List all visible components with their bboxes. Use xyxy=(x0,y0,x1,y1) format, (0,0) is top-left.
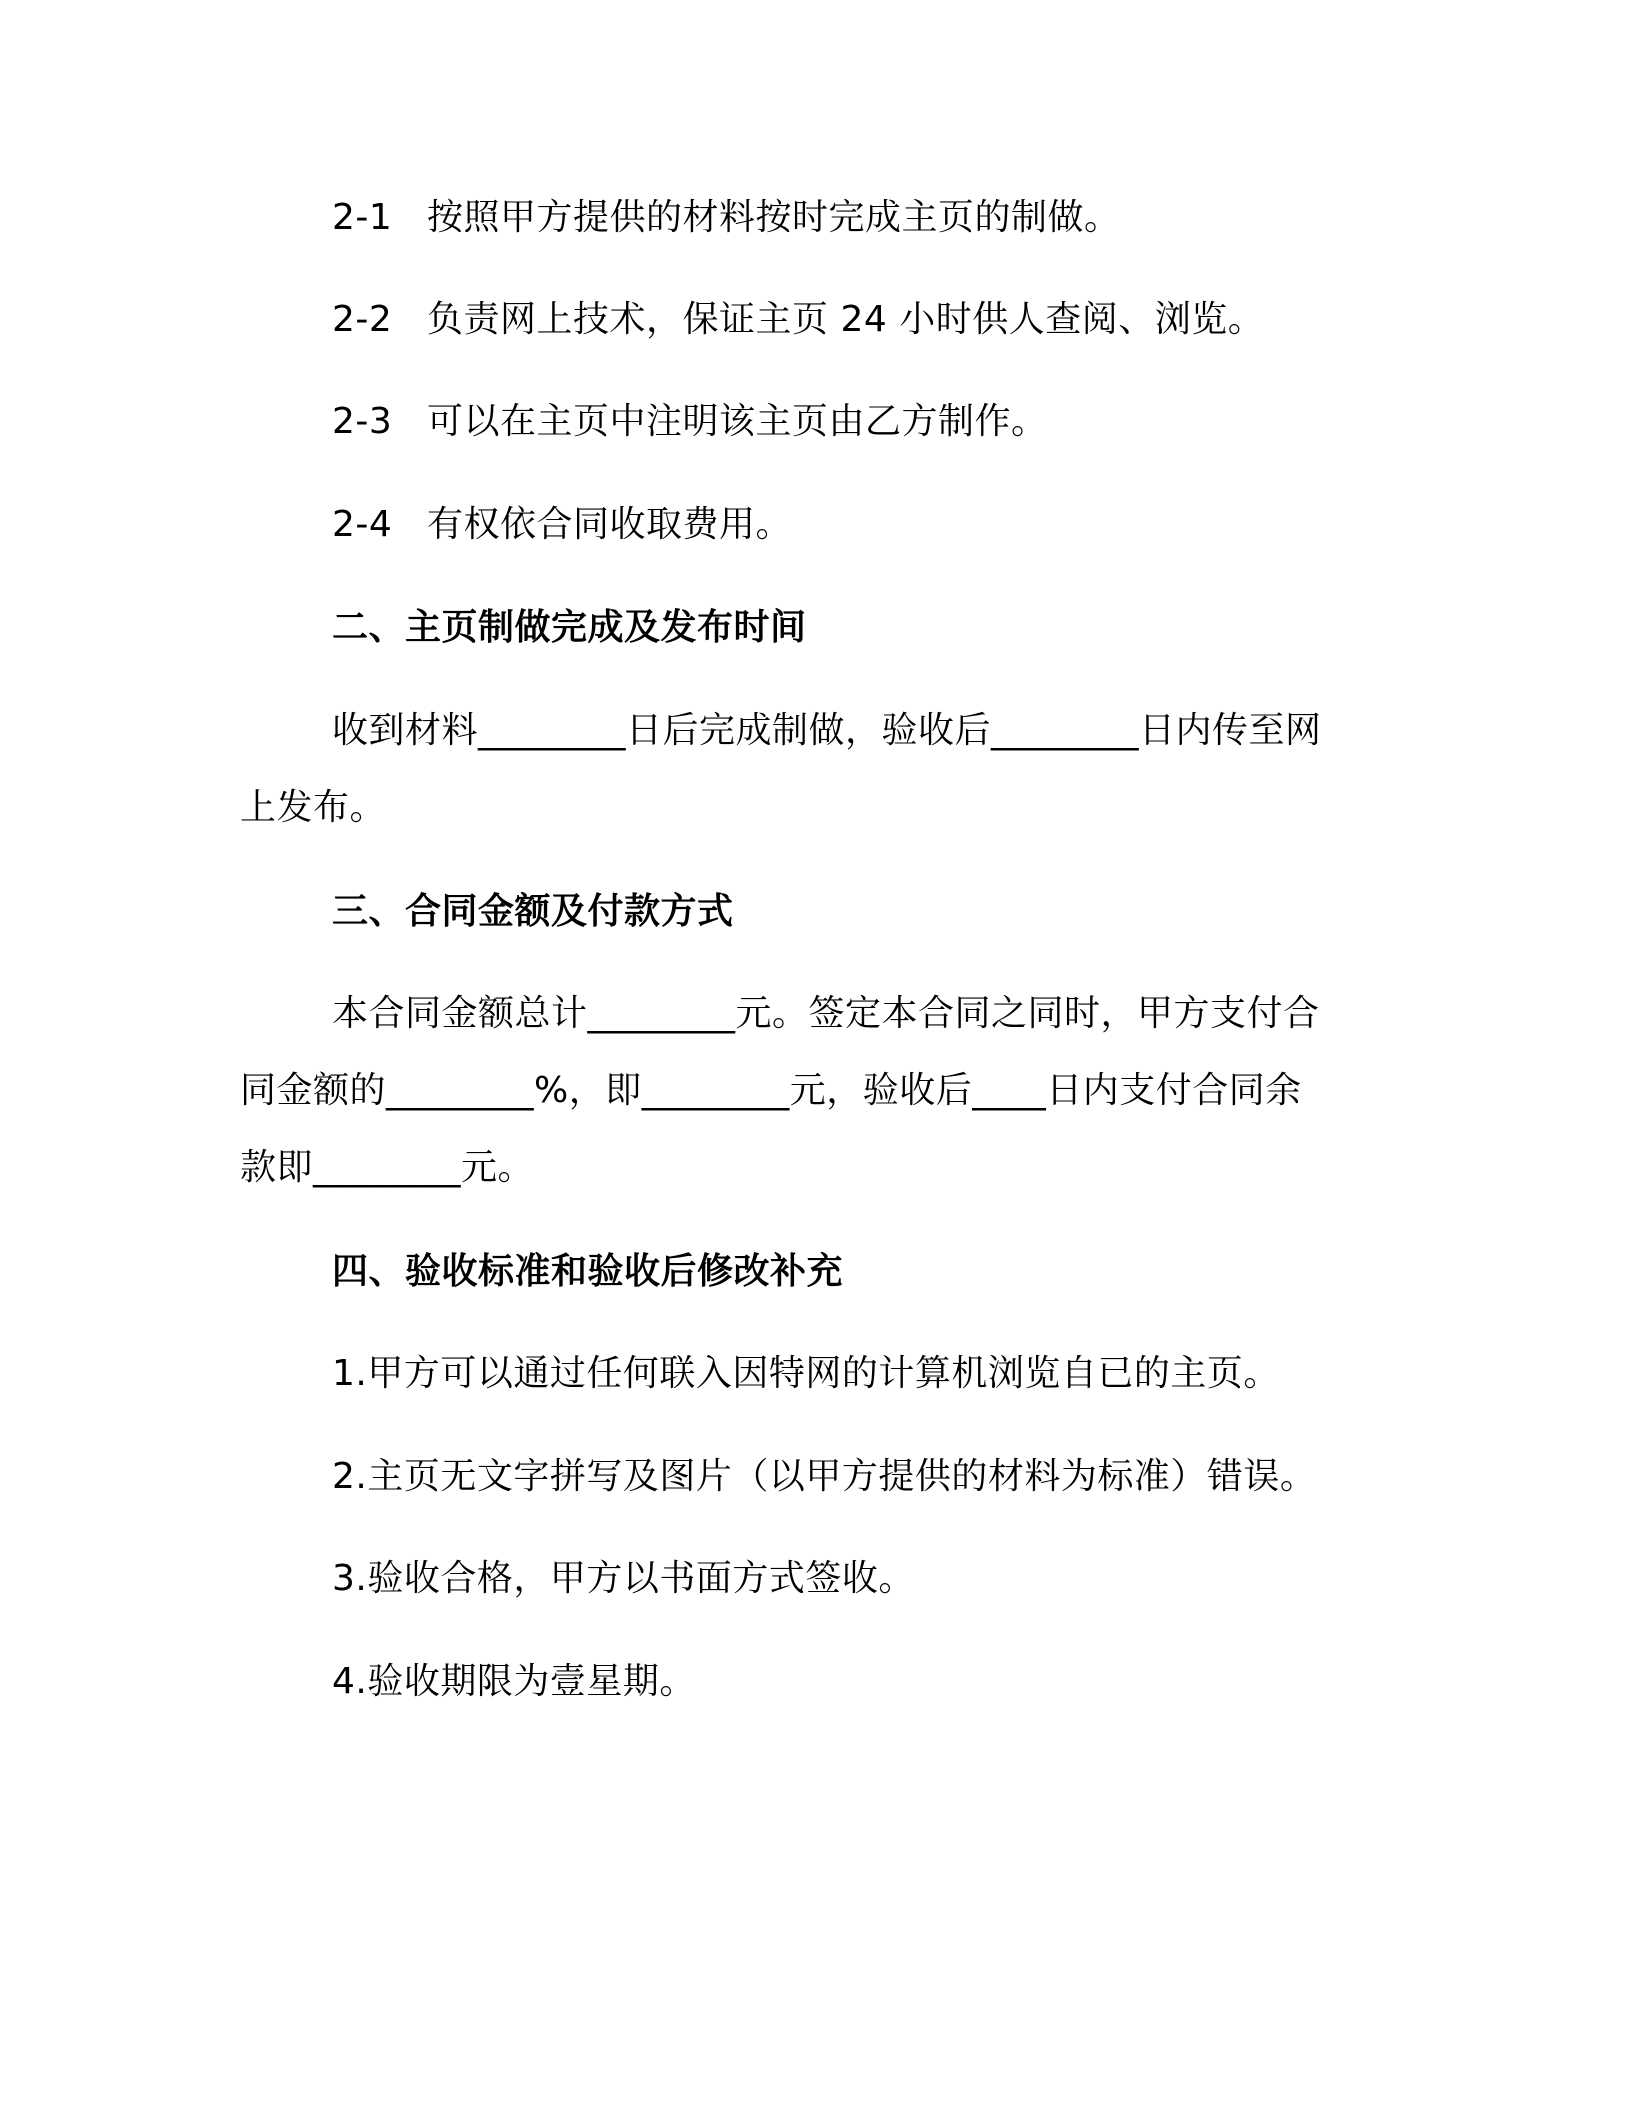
section-3-paragraph-line-1: 本合同金额总计________元。签定本合同之同时，甲方支付合 xyxy=(332,993,1320,1034)
clause-number: 2-4 xyxy=(332,504,393,545)
section-heading-2: 二、主页制做完成及发布时间 xyxy=(332,607,807,648)
section-2-paragraph-line-2: 上发布。 xyxy=(240,787,387,828)
clause-text: 负责网上技术，保证主页 24 小时供人查阅、浏览。 xyxy=(427,299,1265,340)
clause-2-3 xyxy=(332,398,1048,446)
clause-number: 2-3 xyxy=(332,401,393,442)
section-heading-4: 四、验收标准和验收后修改补充 xyxy=(332,1251,844,1292)
section-4-item-1: 1.甲方可以通过任何联入因特网的计算机浏览自已的主页。 xyxy=(332,1353,1280,1394)
clause-text: 按照甲方提供的材料按时完成主页的制做。 xyxy=(427,197,1121,238)
section-2-paragraph-line-1: 收到材料________日后完成制做，验收后________日内传至网 xyxy=(332,710,1322,751)
clause-2-1 xyxy=(332,194,1121,242)
clause-2-4 xyxy=(332,501,792,549)
clause-number: 2-1 xyxy=(332,197,393,238)
clause-text: 可以在主页中注明该主页由乙方制作。 xyxy=(427,401,1048,442)
section-3-paragraph-line-2: 同金额的________%，即________元，验收后____日内支付合同余 xyxy=(240,1070,1302,1111)
clause-text: 有权依合同收取费用。 xyxy=(427,504,793,545)
clause-number: 2-2 xyxy=(332,299,393,340)
clause-2-2 xyxy=(332,296,1264,344)
section-heading-3: 三、合同金额及付款方式 xyxy=(332,891,734,932)
section-3-paragraph-line-3: 款即________元。 xyxy=(240,1147,535,1188)
section-4-item-2: 2.主页无文字拼写及图片（以甲方提供的材料为标准）错误。 xyxy=(332,1456,1317,1497)
section-4-item-3: 3.验收合格，甲方以书面方式签收。 xyxy=(332,1558,915,1599)
section-4-item-4: 4.验收期限为壹星期。 xyxy=(332,1661,696,1702)
